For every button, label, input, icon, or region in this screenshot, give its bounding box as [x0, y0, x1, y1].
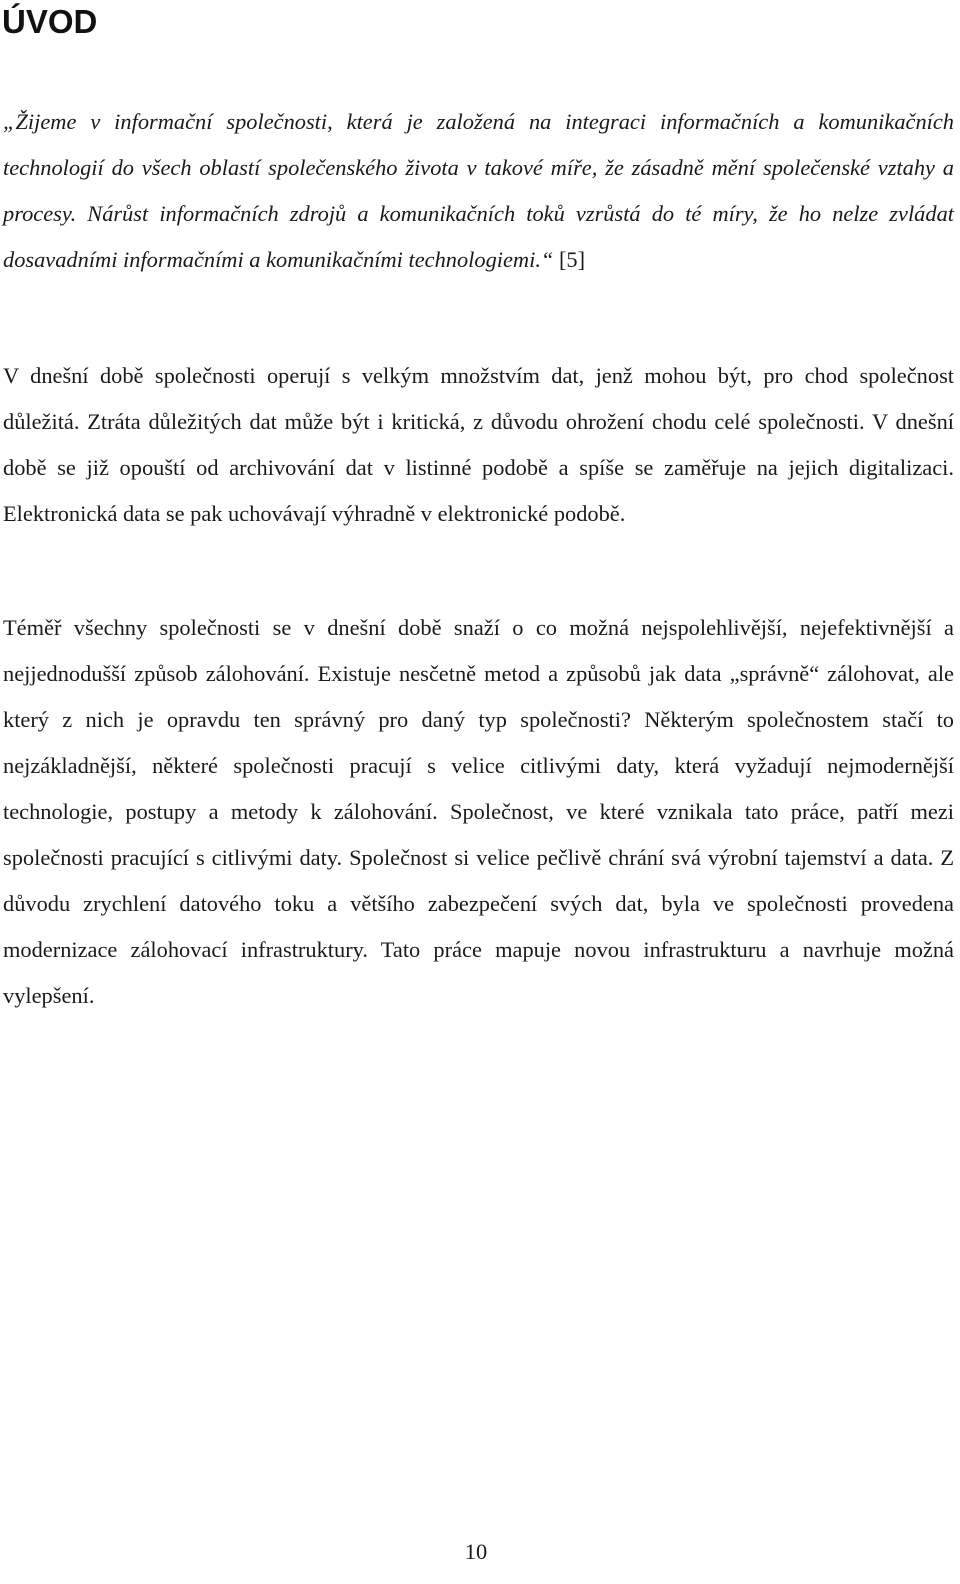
- body-paragraph-backup-methods: Téměř všechny společnosti se v dnešní době snaží o co možná nejspolehlivější, nejefektivnější a nejjednodušší způsob zálohování. Existuje nesčetně metod a způsobů jak data „správně“ zálohovat, ale který z nich je opravdu ten správný pro daný typ společnosti? Některým společnostem stačí to nejzákladnější, některé společnosti pracují s velice citlivými daty, která vyžadují nejmodernější technologie, postupy a metody k zálohování. Společnost, ve které vznikala tato práce, patří mezi společnosti pracující s citlivými daty. Společnost si velice pečlivě chrání svá výrobní tajemství a data. Z důvodu zrychlení datového toku a většího zabezpečení svých dat, byla ve společnosti provedena modernizace zálohovací infrastruktury. Tato práce mapuje novou infrastrukturu a navrhuje možná vylepšení.: [3, 615, 954, 1008]
- citation-reference: [5]: [553, 247, 586, 272]
- body-paragraph-data-importance: V dnešní době společnosti operují s velkým množstvím dat, jenž mohou být, pro chod společnost důležitá. Ztráta důležitých dat může být i kritická, z důvodu ohrožení chodu celé společnosti. V dnešní době se již opouští od archivování dat v listinné podobě a spíše se zaměřuje na jejich digitalizaci. Elektronická data se pak uchovávají výhradně v elektronické podobě.: [3, 363, 954, 526]
- page-title: ÚVOD: [2, 3, 98, 40]
- quote-text: „Žijeme v informační společnosti, která je založená na integraci informačních a komunikačních technologií do všech oblastí společenského života v takové míře, že zásadně mění společenské vztahy a procesy. Nárůst informačních zdrojů a komunikačních toků vzrůstá do té míry, že ho nelze zvládat dosavadními informačními a komunikačními technologiemi.“: [3, 109, 954, 272]
- page-number: 10: [464, 1539, 488, 1564]
- intro-quote-paragraph: [3, 99, 954, 283]
